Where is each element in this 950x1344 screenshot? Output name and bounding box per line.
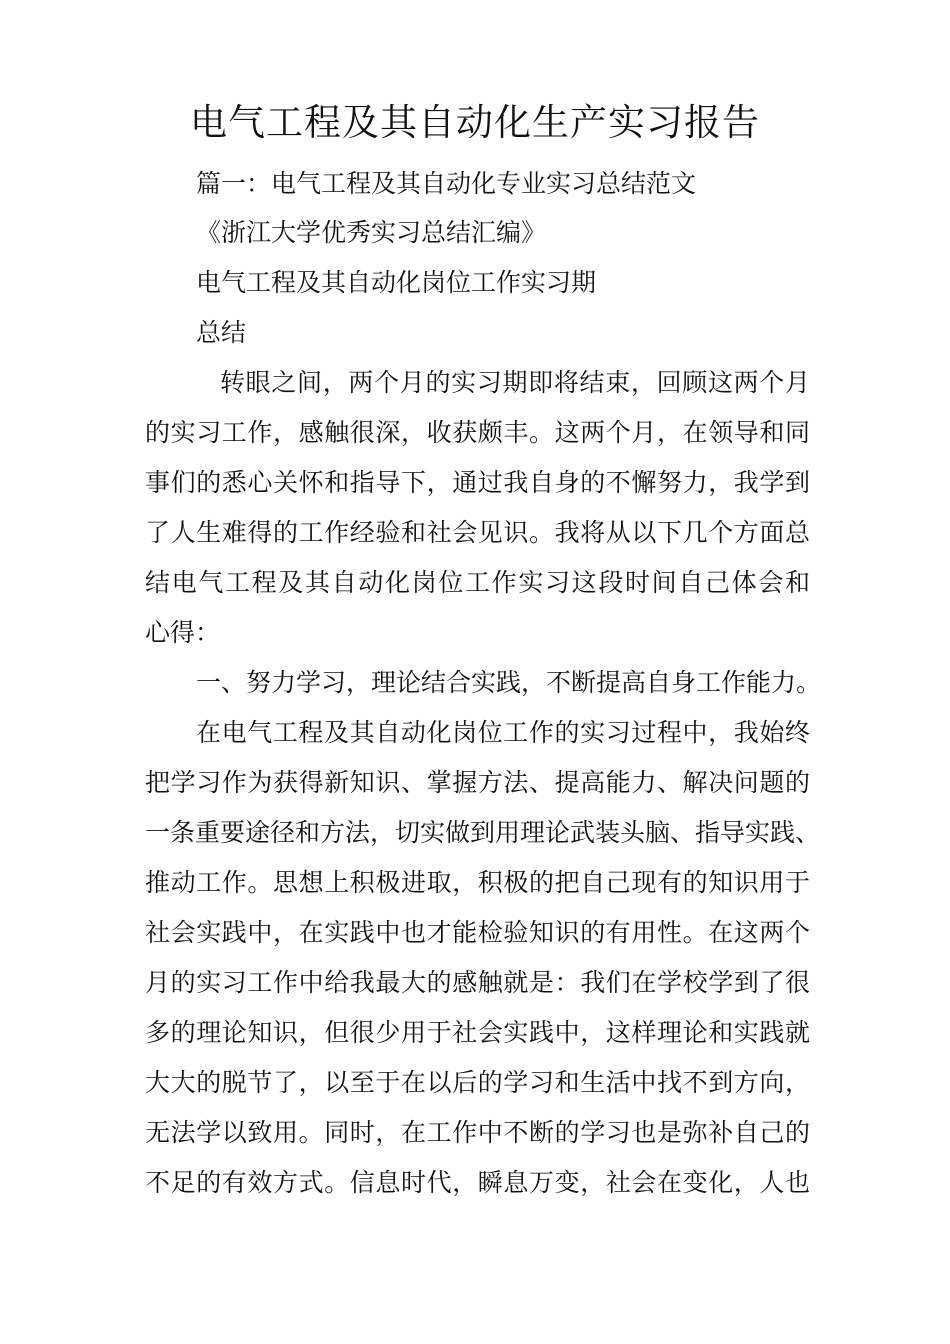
document-title: 电气工程及其自动化生产实习报告 <box>190 101 760 144</box>
subtitle-line: 电气工程及其自动化岗位工作实习期 <box>196 268 597 297</box>
paragraph-line: 多的理论知识，但很少用于社会实践中，这样理论和实践就 <box>145 1018 810 1047</box>
paragraph-line: 的实习工作，感触很深，收获颇丰。这两个月，在领导和同 <box>145 418 810 447</box>
paragraph-line: 把学习作为获得新知识、掌握方法、提高能力、解决问题的 <box>145 768 810 797</box>
paragraph-line: 心得： <box>145 618 221 647</box>
paragraph-line: 无法学以致用。同时，在工作中不断的学习也是弥补自己的 <box>145 1118 810 1147</box>
subtitle-line: 《浙江大学优秀实习总结汇编》 <box>196 218 547 247</box>
paragraph-line: 在电气工程及其自动化岗位工作的实习过程中，我始终 <box>196 718 810 747</box>
subtitle-line: 总结 <box>196 318 247 347</box>
paragraph-line: 事们的悉心关怀和指导下，通过我自身的不懈努力，我学到 <box>145 468 810 497</box>
paragraph-line: 转眼之间，两个月的实习期即将结束，回顾这两个月 <box>220 368 810 397</box>
paragraph-line: 社会实践中，在实践中也才能检验知识的有用性。在这两个 <box>145 918 810 947</box>
paragraph-line: 月的实习工作中给我最大的感触就是：我们在学校学到了很 <box>145 968 810 997</box>
paragraph-line: 了人生难得的工作经验和社会见识。我将从以下几个方面总 <box>145 518 810 547</box>
paragraph-line: 一条重要途径和方法，切实做到用理论武装头脑、指导实践、 <box>145 818 821 847</box>
subtitle-line: 篇一：电气工程及其自动化专业实习总结范文 <box>196 169 697 198</box>
paragraph-line: 结电气工程及其自动化岗位工作实习这段时间自己体会和 <box>145 568 810 597</box>
section-heading: 一、努力学习，理论结合实践，不断提高自身工作能力。 <box>196 668 822 697</box>
paragraph-line: 推动工作。思想上积极进取，积极的把自己现有的知识用于 <box>145 868 810 897</box>
paragraph-line: 不足的有效方式。信息时代，瞬息万变，社会在变化，人也 <box>145 1168 810 1197</box>
paragraph-line: 大大的脱节了，以至于在以后的学习和生活中找不到方向， <box>145 1068 810 1097</box>
